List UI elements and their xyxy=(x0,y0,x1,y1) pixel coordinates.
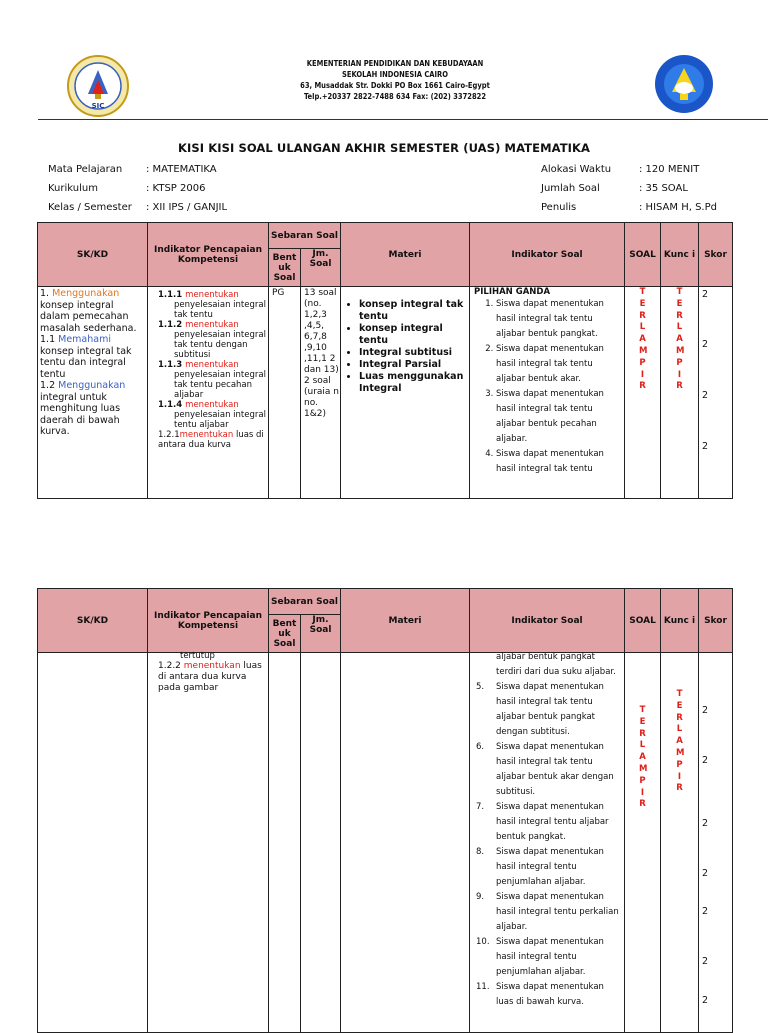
skor-value: 2 xyxy=(702,390,709,401)
skor-value: 2 xyxy=(702,956,709,967)
terlampir-label: TERLAMPIR xyxy=(676,689,685,794)
skkd-cell xyxy=(38,287,148,499)
header-jml: Jm. Soal xyxy=(301,249,341,287)
indikator-soal-number: 9. xyxy=(476,892,485,902)
skor-value: 2 xyxy=(702,441,709,452)
header-soal: SOAL xyxy=(625,223,661,287)
skor-value: 2 xyxy=(702,339,709,350)
indikator-soal-item xyxy=(474,845,622,890)
info-kurikulum: Kurikulum : KTSP 2006 xyxy=(48,183,206,194)
header-sebaran: Sebaran Soal xyxy=(269,589,341,615)
letterhead-divider xyxy=(38,119,768,120)
terlampir-label: TERLAMPIR xyxy=(676,287,685,392)
info-kelas-semester: Kelas / Semester : XII IPS / GANJIL xyxy=(48,202,228,213)
skor-cell xyxy=(699,287,733,499)
soal-terlampir xyxy=(625,653,661,1033)
indikator-soal-item: 3. Siswa dapat menentukan hasil integral tak tentu aljabar bentuk pecahan aljabar. xyxy=(496,387,622,447)
materi-cell xyxy=(341,287,470,499)
terlampir-label: TERLAMPIR xyxy=(639,287,648,392)
skor-value: 2 xyxy=(702,289,709,300)
indikator-soal-item: 4. Siswa dapat menentukan hasil integral tak tentu xyxy=(496,447,622,477)
materi-item: • konsep integral tentu xyxy=(359,323,467,347)
indikator-soal-text: Siswa dapat menentukan hasil integral tentu aljabar bentuk pangkat. xyxy=(496,802,609,842)
header-kunci: Kunc i xyxy=(661,223,699,287)
indikator-soal-number: 5. xyxy=(476,682,485,692)
indikator-soal-item xyxy=(474,890,622,935)
header-skkd: SK/KD xyxy=(38,589,148,653)
kisi-table-2 xyxy=(37,588,733,1033)
soal-terlampir xyxy=(625,287,661,499)
header-sebaran: Sebaran Soal xyxy=(269,223,341,249)
skor-value: 2 xyxy=(702,705,709,716)
kunci-terlampir xyxy=(661,287,699,499)
skor-value: 2 xyxy=(702,906,709,917)
school-address: 63, Musaddak Str. Dokki PO Box 1661 Cairo-Egypt xyxy=(300,81,490,90)
header-skkd: SK/KD xyxy=(38,223,148,287)
header-soal: SOAL xyxy=(625,589,661,653)
header-jml: Jm. Soal xyxy=(301,615,341,653)
indikator-soal-item xyxy=(474,980,622,1010)
header-bentuk: Bent uk Soal xyxy=(269,615,301,653)
skor-cell xyxy=(699,653,733,1033)
skor-value: 2 xyxy=(702,995,709,1006)
header-indikator-soal: Indikator Soal xyxy=(470,589,625,653)
materi-item: • konsep integral tak tentu xyxy=(359,299,467,323)
kisi-table-1 xyxy=(37,222,733,499)
indikator-soal-text: Siswa dapat menentukan hasil integral tak tentu aljabar bentuk pangkat dengan subtitusi. xyxy=(496,682,604,737)
indikator-soal-text: Siswa dapat menentukan hasil integral tentu penjumlahan aljabar. xyxy=(496,847,604,887)
header-indikator-soal: Indikator Soal xyxy=(470,223,625,287)
info-jumlah-soal: Jumlah Soal : 35 SOAL xyxy=(541,183,688,194)
letterhead xyxy=(0,50,768,120)
indikator-soal-item xyxy=(474,800,622,845)
school-logo-icon xyxy=(66,54,130,118)
tut-wuri-handayani-logo-icon xyxy=(654,54,714,114)
indikator-cell xyxy=(148,287,269,499)
materi-item: • Integral subtitusi xyxy=(359,347,467,359)
indikator-item: 1.2.2 menentukan luas di antara dua kurva pada gambar xyxy=(158,661,262,693)
skkd-item: 1.1 Memahami konsep integral tak tentu dan integral tentu xyxy=(40,334,132,380)
header-materi: Materi xyxy=(341,223,470,287)
header-materi: Materi xyxy=(341,589,470,653)
materi-item: • Luas menggunakan Integral xyxy=(359,371,467,395)
indikator-soal-text: Siswa dapat menentukan hasil integral tentu perkalian aljabar. xyxy=(496,892,619,932)
kunci-terlampir xyxy=(661,653,699,1033)
terlampir-label: TERLAMPIR xyxy=(639,705,648,810)
indikator-soal-text: Siswa dapat menentukan hasil integral tentu penjumlahan aljabar. xyxy=(496,937,604,977)
indikator-soal-number: 7. xyxy=(476,802,485,812)
indikator-soal-list xyxy=(474,680,622,1010)
header-bentuk: Bent uk Soal xyxy=(269,249,301,287)
indikator-soal-item xyxy=(474,680,622,740)
indikator-soal-number: 10. xyxy=(476,937,490,947)
indikator-soal-cell xyxy=(470,653,625,1033)
indikator-item: 1.1.1 menentukan penyelesaian integral tak tentu xyxy=(158,290,266,320)
indikator-soal-number: 8. xyxy=(476,847,485,857)
indikator-soal-number: 6. xyxy=(476,742,485,752)
header-kunci: Kunc i xyxy=(661,589,699,653)
school-name: SEKOLAH INDONESIA CAIRO xyxy=(342,70,448,79)
jumlah-soal-cell xyxy=(301,653,341,1033)
ministry-name: KEMENTERIAN PENDIDIKAN DAN KEBUDAYAAN xyxy=(306,59,484,68)
header-skor: Skor xyxy=(699,223,733,287)
indikator-soal-item: 1. Siswa dapat menentukan hasil integral tak tentu aljabar bentuk pangkat. xyxy=(496,297,622,342)
info-penulis: Penulis : HISAM H, S.Pd xyxy=(541,202,717,213)
indikator-soal-item: 2. Siswa dapat menentukan hasil integral tak tentu aljabar bentuk akar. xyxy=(496,342,622,387)
skkd-item: 1.2 Menggunakan integral untuk menghitung luas daerah di bawah kurva. xyxy=(40,380,126,437)
school-phone: Telp.+20337 2822-7488 634 Fax: (202) 3372822 xyxy=(303,92,487,101)
header-indikator: Indikator Pencapaian Kompetensi xyxy=(148,589,269,653)
materi-item: • Integral Parsial xyxy=(359,359,467,371)
skor-value: 2 xyxy=(702,818,709,829)
indikator-soal-continuation: aljabar bentuk pangkat terdiri dari dua suku aljabar. xyxy=(496,652,616,677)
skkd-item: 1. Menggunakan konsep integral dalam pemecahan masalah sederhana. xyxy=(40,288,137,334)
header-indikator: Indikator Pencapaian Kompetensi xyxy=(148,223,269,287)
skor-value: 2 xyxy=(702,868,709,879)
indikator-item: 1.1.3 menentukan penyelesaian integral tak tentu pecahan aljabar xyxy=(158,360,266,400)
header-skor: Skor xyxy=(699,589,733,653)
bentuk-soal-cell: PG xyxy=(269,287,301,499)
materi-cell xyxy=(341,653,470,1033)
indikator-item: 1.1.4 menentukan penyelesaian integral tentu aljabar xyxy=(158,400,266,430)
letterhead-text xyxy=(220,58,570,102)
logo-initials: SIC xyxy=(91,102,105,110)
skor-value: 2 xyxy=(702,755,709,766)
indikator-soal-item xyxy=(474,740,622,800)
indikator-soal-number: 11. xyxy=(476,982,490,992)
indikator-cell xyxy=(148,653,269,1033)
info-mata-pelajaran: Mata Pelajaran : MATEMATIKA xyxy=(48,164,217,175)
jumlah-soal-cell: 13 soal (no. 1,2,3 ,4,5, 6,7,8 ,9,10 ,11,1 2 dan 13) 2 soal (uraia n no. 1&2) xyxy=(301,287,341,499)
indikator-item: 1.1.2 menentukan penyelesaian integral tak tentu dengan subtitusi xyxy=(158,320,266,360)
indikator-soal-item xyxy=(474,935,622,980)
skkd-cell xyxy=(38,653,148,1033)
indikator-soal-cell xyxy=(470,287,625,499)
info-alokasi-waktu: Alokasi Waktu : 120 MENIT xyxy=(541,164,700,175)
indikator-continuation: tertutup xyxy=(180,651,215,661)
indikator-soal-text: Siswa dapat menentukan luas di bawah kurva. xyxy=(496,982,604,1007)
pilihan-ganda-label: PILIHAN GANDA xyxy=(474,287,551,297)
bentuk-soal-cell xyxy=(269,653,301,1033)
indikator-item: 1.2.1menentukan luas di antara dua kurva xyxy=(158,430,264,450)
indikator-soal-text: Siswa dapat menentukan hasil integral tak tentu aljabar bentuk akar dengan subtitusi. xyxy=(496,742,614,797)
document-title: KISI KISI SOAL ULANGAN AKHIR SEMESTER (UAS) MATEMATIKA xyxy=(177,141,591,155)
